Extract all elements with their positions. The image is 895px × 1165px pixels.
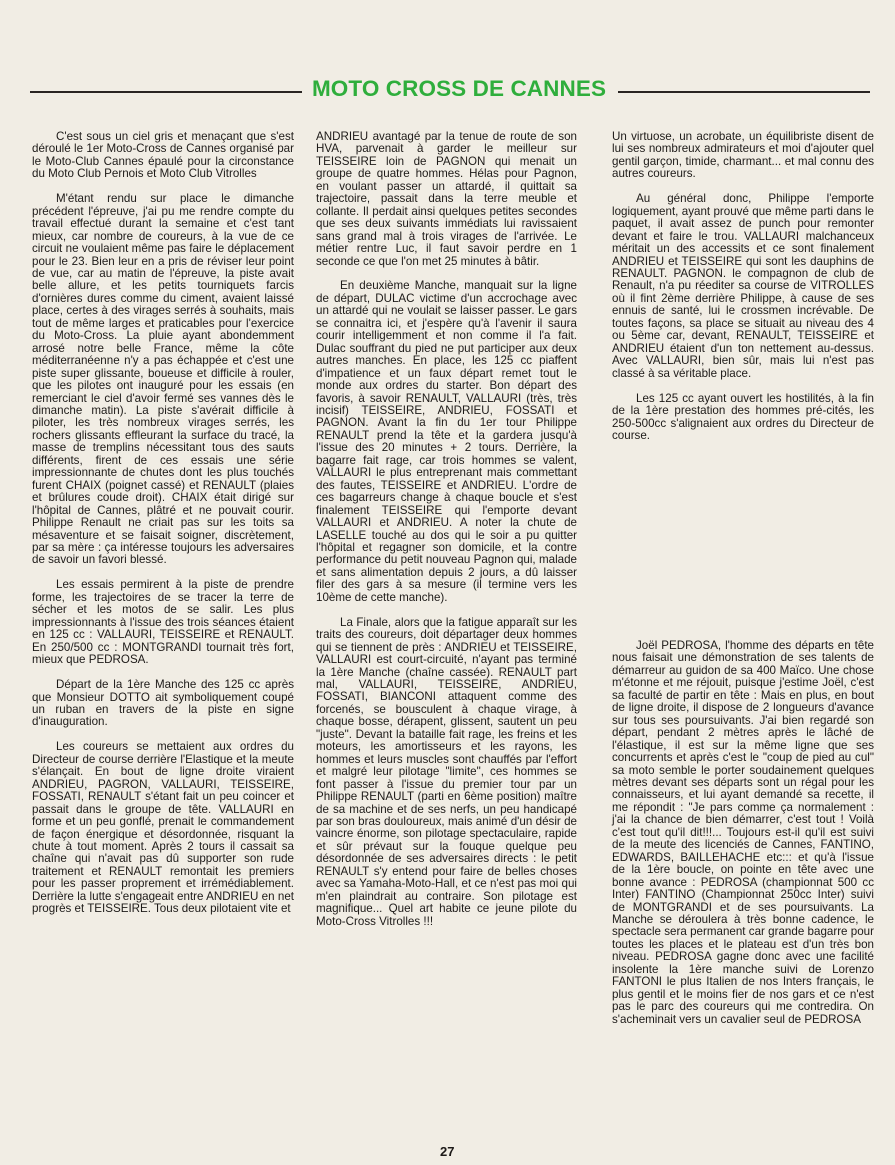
paragraph: La Finale, alors que la fatigue apparaît sur les traits des coureurs, doit départager deux hommes qui se tiennent de près : ANDRIEU et TEISSEIRE, VALLAURI est court-circuité, n'ayant pas terminé la 1ère Manche (chaîne cassée). RENAULT part mal, VALLAURI, TEISSEIRE, ANDRIEU, FOSSATI, BIANCONI attaquent comme des forcenés, se bousculent à chaque virage, à chaque bosse, dérapent, glissent, sautent un peu "juste". Devant la bataille fait rage, les freins et les moteurs, les amortisseurs et les rayons, les hommes et leurs muscles sont chauffés par l'effort et malgré leur pilotage "limite", ces hommes se font passer à l'issue du premier tour par un Philippe RENAULT (parti en 6ème position) maître de sa machine et de ses nerfs, un peu handicapé par son bras douloureux, mais animé d'un désir de vaincre énorme, son pilotage spectaculaire, rapide et sûr prévaut sur la fouque quelque peu désordonnée de ses adversaires directs : le petit RENAULT s'y entend pour faire de belles choses avec sa Yamaha-Moto-Hall, et ce n'est pas moi qui m'en plaindrait au contraire. Son pilotage est magnifique... Quel art habite ce jeune pilote du Moto-Cross Vitrolles !!! — [316, 615, 577, 928]
paragraph: C'est sous un ciel gris et menaçant que s'est déroulé le 1er Moto-Cross de Cannes organisé par le Moto-Club Cannes épaulé pour la circonstance du Moto Club Pernois et Moto Club Vitrolles — [32, 130, 294, 181]
text-column-2 — [316, 131, 577, 941]
article-title: MOTO CROSS DE CANNES — [311, 76, 607, 101]
text-column-3-top — [612, 131, 874, 455]
header-rule-right — [618, 91, 870, 93]
paragraph: M'étant rendu sur place le dimanche précédent l'épreuve, j'ai pu me rendre compte du travail effectué durant la semaine et c'est tant mieux, car nombre de coureurs, à la vue de ce circuit ne voulaient même pas faire le déplacement pour le 23. Bien leur en a pris de réviser leur point de vue, car au matin de l'épreuve, la piste avait belle allure, et les petits tourniquets farcis d'ornières dures comme du ciment, avaient laissé place, certes à des virages serrés à souhaits, mais tout de même larges et praticables pour l'exercice du Moto-Cross. La pluie ayant abondemment arrosé notre belle France, même la côte méditerranéenne n'y a pas échappée et c'est une piste super glissante, boueuse et difficile à rouler, que les pilotes ont inauguré pour les essais (en remerciant le ciel d'avoir fermé ses vannes dès le dimanche matin). La piste s'avérait difficile à piloter, les très nombreux virages serrés, les rochers glissants effleurant la surface du tracé, la masse de tremplins nécessitant tous des sauts différents, firent de ces essais une série impressionnante de chutes dont les plus touchés furent CHAIX (poignet cassé) et RENAULT (plaies et brûlures coude droit). CHAIX était dirigé sur l'hôpital de Cannes, plâtré et ne pouvait courir. Philippe Renault ne criait pas sur les toits sa mésaventure et se faisait soigner, discrètement, par sa mère : ça intéresse toujours les adversaires de savoir un favori blessé. — [32, 192, 294, 567]
paragraph: Un virtuose, un acrobate, un équilibriste disent de lui ses nombreux admirateurs et moi d'ajouter quel gentil garçon, timide, charmant... et mal connu des autres coureurs. — [612, 130, 874, 181]
paragraph: Les coureurs se mettaient aux ordres du Directeur de course derrière l'Elastique et la meute s'élançait. En bout de ligne droite viraient ANDRIEU, PAGRON, VALLAURI, TEISSEIRE, FOSSATI, RENAULT s'étant fait un peu coincer et passait dans le groupe de tête. VALLAURI en forme et un peu gonflé, prenait le commandement de façon énergique et désordonnée, risquant la chute à tout moment. Après 2 tours il cassait sa chaîne qui n'avait pas dû supporter son rude traitement et RENAULT remontait les premiers pour les passer proprement et irrémédiablement. Derrière la lutte s'engageait entre ANDRIEU en net progrès et TEISSEIRE. Tous deux pilotaient vite et — [32, 740, 294, 916]
paragraph: Les 125 cc ayant ouvert les hostilités, à la fin de la 1ère prestation des hommes pré-cités, les 250-500cc s'alignaient aux ordres du Directeur de course. — [612, 391, 874, 442]
paragraph: Les essais permirent à la piste de prendre forme, les trajectoires de se tracer la terre de sécher et les motos de se salir. Les plus impressionnants à l'issue des trois séances étaient en 125 cc : VALLAURI, TEISSEIRE et RENAULT. En 250/500 cc : MONTGRANDI tournait très fort, mieux que PEDROSA. — [32, 578, 294, 667]
page-number: 27 — [440, 1144, 455, 1159]
paragraph: Départ de la 1ère Manche des 125 cc après que Monsieur DOTTO ait symboliquement coupé un ruban en travers de la piste en signe d'inauguration. — [32, 678, 294, 729]
text-column-1 — [32, 131, 294, 928]
paragraph: Joël PEDROSA, l'homme des départs en tête nous faisait une démonstration de ses talents de démarreur au guidon de sa 400 Maïco. Une chose m'étonne et me réjouit, puisque j'estime Joël, c'est sa faculté de partir en tête : Mais en plus, en bout de ligne droite, il dispose de 2 longueurs d'avance sur tous ses poursuivants. J'ai bien regardé son départ, pendant 2 mètres après le lâché de l'élastique, il est sur la même ligne que ses concurrents et après c'est le "coup de pied au cul" sa moto semble le porter soudainement quelques mètres devant ses départs sont un régal pour les connaisseurs, et lui ayant demandé sa recette, il me répondit : "Je pars comme ça normalement : j'ai la chance de bien démarrer, c'est tout ! Voilà c'est tout qu'il dit!!!... Toujours est-il qu'il est suivi de la meute des licenciés de Cannes, FANTINO, EDWARDS, BAILLEHACHE etc::: et qu'à l'issue de la 1ère boucle, on pointe en tête avec une bonne avance : PEDROSA (championnat 500 cc Inter) FANTINO (Championnat 250cc Inter) suivi de MONTGRANDI et de ses poursuivants. La Manche se déroulera à très bonne cadence, le spectacle sera permanent car grande bagarre pour toutes les places et le plateau est d'un très bon niveau. PEDROSA gagne donc avec une facilité insolente la 1ère manche suivi de Lorenzo FANTONI le plus Italien de nos Inters français, le plus gentil et le moins fier de nos gars et ce n'est pas le parc des coureurs qui me contredira. On s'acheminait vers un cavalier seul de PEDROSA — [612, 639, 874, 1026]
paragraph: En deuxième Manche, manquait sur la ligne de départ, DULAC victime d'un accrochage avec un attardé qui ne voulait se laisser passer. Le gars se connaitra ici, et j'espère qu'à l'avenir il saura courir intelligemment et non comme il l'a fait. Dulac souffrant du pied ne put participer aux deux autres manches. En place, les 125 cc piaffent d'impatience et un faux départ remet tout le monde aux ordres du starter. Bon départ des favoris, à savoir RENAULT, VALLAURI (très, très incisif) TEISSEIRE, ANDRIEU, FOSSATI et PAGNON. Avant la fin du 1er tour Philippe RENAULT prend la tête et la gardera jusqu'à l'issue des 20 minutes + 2 tours. Derrière, la bagarre fait rage, car trois hommes se valent, VALLAURI le plus entreprenant mais commettant des fautes, TEISSEIRE et ANDRIEU. L'ordre de ces bagarreurs change à chaque boucle et s'est finalement TEISSEIRE qui l'emporte devant VALLAURI et ANDRIEU. A noter la chute de LASELLE touché au dos qui le soir a pu quitter l'hôpital et regagner son domicile, et la contre performance du petit nouveau Pagnon qui, malade et sans alimentation depuis 2 jours, a dû laisser filer des gars à sa mesure (il termine vers les 10ème de cette manche). — [316, 279, 577, 604]
paragraph: ANDRIEU avantagé par la tenue de route de son HVA, parvenait à garder le meilleur sur TEISSEIRE loin de PAGNON qui menait un groupe de quatre hommes. Hélas pour Pagnon, en voulant passer un attardé, il quittait sa trajectoire, passait dans la terre meuble et collante. Il perdait ainsi quelques petites secondes que ses deux suivants immédiats lui ravissaient sans grand mal à trois virages de l'arrivée. Le métier rentre Luc, il faut savoir perdre en 1 seconde ce que l'on met 25 minutes à bâtir. — [316, 130, 577, 268]
header-rule-left — [30, 91, 302, 93]
article-header — [20, 76, 870, 106]
paragraph: Au général donc, Philippe l'emporte logiquement, ayant prouvé que même parti dans le paquet, il avait assez de punch pour remonter devant et faire le trou. VALLAURI malchanceux méritait un des accessits et ce sont finalement ANDRIEU et TEISSEIRE qui sont les dauphins de RENAULT. PAGNON. le compagnon de club de Renault, n'a pu réediter sa course de VITROLLES où il fint 2ème derrière Philippe, à cause de ses ennuis de santé, lui le crossmen incrévable. De toutes façons, sa place se situait au niveau des 4 ou 5ème car, devant, RENAULT, TEISSEIRE et ANDRIEU étaient d'un ton nettement au-dessus. Avec VALLAURI, bien sûr, mais lui n'est pas classé à sa véritable place. — [612, 192, 874, 380]
text-column-3-bottom — [612, 640, 874, 1039]
